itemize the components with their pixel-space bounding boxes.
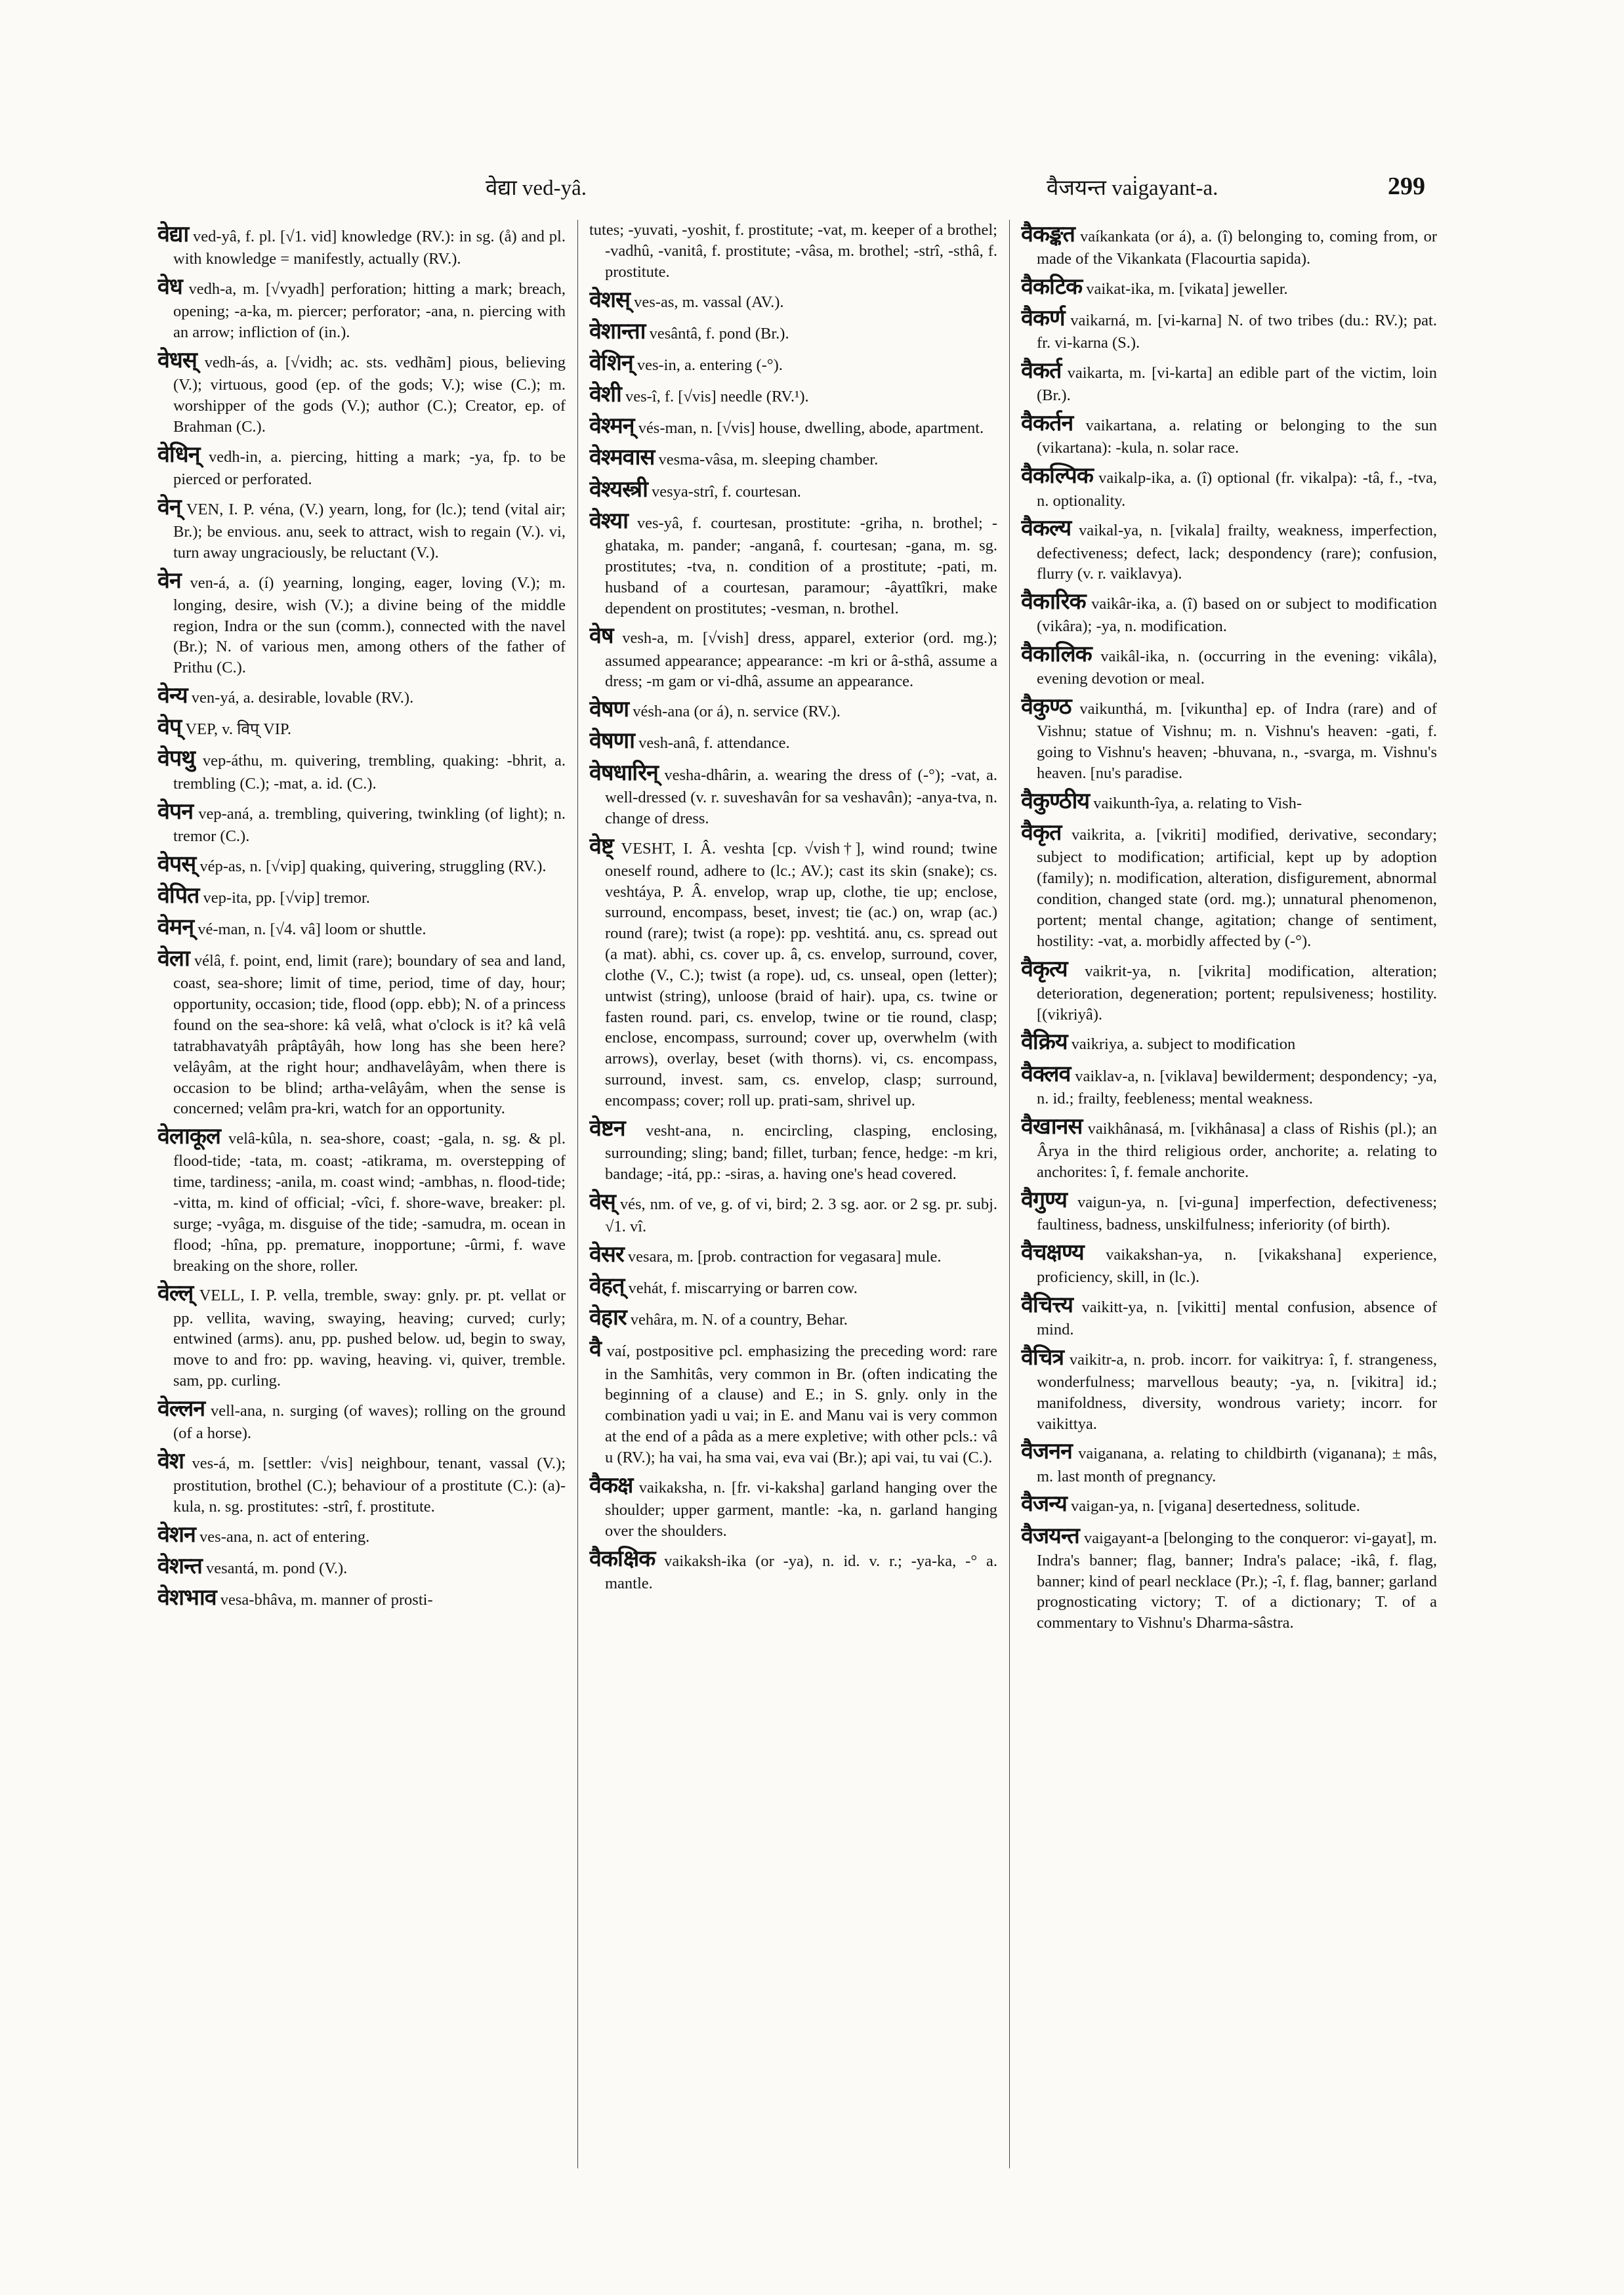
headword: वेन	[157, 567, 181, 594]
entry-definition: vaikarta, m. [vi-karta] an edible part of the victim, loin (Br.).	[1037, 364, 1437, 405]
headword: वेल्लन	[157, 1396, 205, 1422]
dictionary-entry	[157, 220, 566, 270]
dictionary-entry	[1021, 587, 1437, 637]
entry-definition: vaikal-ya, n. [vikala] frailty, weakness, imperfection, defectiveness; defect, lack; despondency (rare); confusion, flurry (v. r. vaiklavya).	[1037, 522, 1437, 583]
dictionary-entry	[589, 832, 997, 1111]
entry-definition: vesântâ, f. pond (Br.).	[645, 324, 789, 342]
entry-definition: VEN, I. P. véna, (V.) yearn, long, for (lc.); tend (vital air; Br.); be envious. anu, seek to attract, wish to regain (V.). vi, turn away ungraciously, be reluctant (V.).	[173, 500, 566, 562]
entry-definition: vaigayant-a [belonging to the conqueror: vi-gayat], m. Indra's banner; flag, banner; Indra's palace; -ikâ, f. flag, banner; kind of pearl necklace (Pr.); -î, f. flag, banner; garland prognosticating victory; T. of a dictionary; T. of a commentary to Vishnu's Dharma-sâstra.	[1037, 1529, 1437, 1632]
dictionary-entry	[157, 744, 566, 794]
headword: वैकल्य	[1021, 515, 1072, 542]
dictionary-entry	[1021, 1521, 1437, 1634]
dictionary-entry	[1021, 272, 1437, 301]
headword: वेष	[589, 623, 614, 650]
headword: वेमन्	[157, 913, 194, 940]
dictionary-entry	[1021, 1238, 1437, 1288]
dictionary-entry	[1021, 1291, 1437, 1340]
entry-definition: vaikarná, m. [vi-karna] N. of two tribes (du.: RV.); pat. fr. vi-karna (S.).	[1037, 312, 1437, 352]
headword: वैचित्र	[1021, 1344, 1064, 1371]
headword: वैकङ्कत	[1021, 221, 1075, 247]
headword: वेध	[157, 274, 182, 300]
dictionary-entry	[1021, 1489, 1437, 1518]
dictionary-entry	[1021, 461, 1437, 511]
headword: वैकक्ष	[589, 1472, 633, 1499]
entry-definition: vé-man, n. [√4. vâ] loom or shuttle.	[194, 920, 427, 938]
entry-definition: ves-î, f. [√vis] needle (RV.¹).	[621, 388, 809, 406]
headword: वेपथु	[157, 745, 195, 772]
dictionary-entry	[1021, 1343, 1437, 1435]
dictionary-entry	[589, 380, 997, 409]
dictionary-entry	[157, 1520, 566, 1549]
dictionary-entry	[589, 1303, 997, 1332]
entry-definition: vehâra, m. N. of a country, Behar.	[626, 1311, 848, 1329]
headword: वेप्	[157, 714, 182, 741]
headword: वेशान्ता	[589, 318, 646, 344]
entry-definition: tutes; -yuvati, -yoshit, f. prostitute; -vat, m. keeper of a brothel; -vadhû, -vanitâ, f. prostitute; -vâsa, m. brothel; -strî, -sthâ, f. prostitute.	[589, 221, 997, 281]
entry-definition: vaikâr-ika, a. (î) based on or subject to modification (vikâra); -ya, n. modification.	[1037, 595, 1437, 636]
headword: वैचित्त्य	[1021, 1291, 1073, 1318]
entry-definition: vaikat-ika, m. [vikata] jeweller.	[1082, 280, 1288, 299]
dictionary-entry	[589, 348, 997, 377]
entry-definition: vep-áthu, m. quivering, trembling, quaking: -bhrit, a. trembling (C.); -mat, a. id. (C.).	[173, 752, 566, 793]
running-head-left: वेद्या ved-yâ.	[486, 176, 587, 200]
dictionary-entry	[157, 1583, 566, 1612]
entry-definition: vaikalp-ika, a. (î) optional (fr. vikalpa): -tâ, f., -tva, n. optionality.	[1037, 469, 1437, 510]
entry-definition: vés, nm. of ve, g. of vi, bird; 2. 3 sg. aor. or 2 sg. pr. subj. √1. vî.	[605, 1195, 997, 1235]
dictionary-entry	[589, 695, 997, 724]
entry-definition: vaikunth-îya, a. relating to Vish-	[1089, 795, 1302, 812]
headword: वेपस्	[157, 850, 196, 877]
entry-definition: vaikaksh-ika (or -ya), n. id. v. r.; -ya-ka, -° a. mantle.	[605, 1552, 997, 1592]
headword: वेपित	[157, 882, 199, 909]
dictionary-entry	[1021, 818, 1437, 951]
dictionary-entry	[157, 493, 566, 564]
dictionary-entry	[1021, 409, 1437, 459]
dictionary-entry	[589, 220, 997, 283]
headword: वेश	[157, 1448, 184, 1475]
entry-definition: vaikartana, a. relating or belonging to the sun (vikartana): -kula, n. solar race.	[1037, 417, 1437, 457]
dictionary-entry	[589, 317, 997, 346]
headword: वैकल्पिक	[1021, 463, 1093, 489]
entry-definition: vaí, postpositive pcl. emphasizing the preceding word: rare in the Samhitâs, very common in Br. (often indicating the beginning of a clause) and E.; in S. gnly. only in the combination yadi u vai; in E. and Manu vai is very common at the end of a pâda as a mere expletive; with other pcls.: vâ u (RV.); ha vai, ha sma vai, eva vai (Br.); api vai, tu vai (C.).	[600, 1342, 997, 1466]
dictionary-entry	[589, 411, 997, 440]
entry-definition: vaikitt-ya, n. [vikitti] mental confusion, absence of mind.	[1037, 1298, 1437, 1338]
entry-definition: vedh-ás, a. [√vidh; ac. sts. vedhãm] pious, believing (V.); virtuous, good (ep. of the gods; V.); wise (C.); m. worshipper of the gods (V.); author (C.); Creator, ep. of Brahman (C.).	[173, 353, 566, 436]
dictionary-entry	[589, 1114, 997, 1185]
headword: वेन्	[157, 493, 181, 520]
entry-definition: vedh-in, a. piercing, hitting a mark; -ya, fp. to be pierced or perforated.	[173, 447, 566, 488]
entry-definition: vép-as, n. [√vip] quaking, quivering, struggling (RV.).	[196, 857, 547, 875]
entry-definition: vaikrit-ya, n. [vikrita] modification, alteration; deterioration, degeneration; portent; repulsiveness; hostility. [(vikriyâ).	[1037, 962, 1437, 1023]
headword: वै	[589, 1336, 601, 1363]
headword: वैकारिक	[1021, 589, 1086, 615]
entry-definition: vaikunthá, m. [vikuntha] ep. of Indra (rare) and of Vishnu; statue of Vishnu; m. n. Vishnu's heaven: -gati, f. going to Vishnu's heaven; -bhuvana, n., -svarga, m. Vishnu's heaven. [nu's paradise.	[1037, 700, 1437, 783]
dictionary-entry	[157, 1279, 566, 1392]
entry-definition: vélâ, f. point, end, limit (rare); boundary of sea and land, coast, sea-shore; limit of time, period, time of day, hour; opportunity, occasion; tide, flood (opp. ebb); N. of a princess found on the sea-shore: kâ velâ, what o'clock is it? kâ velâ tatrabhavatyâh prâptâyâh, how long has she been here? velâyâm, at the right hour; andhavelâyâm, when there is occasion to be blind; artha-velâyâm, when the sense is concerned; velâm pra-kri, watch for an opportunity.	[173, 952, 566, 1118]
dictionary-entry	[589, 1334, 997, 1468]
entry-definition: ved-yâ, f. pl. [√1. vid] knowledge (RV.): in sg. (å) and pl. with knowledge = manifestly, actually (RV.).	[173, 228, 566, 268]
entry-definition: ves-á, m. [settler: √vis] neighbour, tenant, vassal (V.); prostitution, brothel (C.); behaviour of a prostitute (C.): (a)-kula, n. sg. prostitutes: -strî, f. prostitute.	[173, 1455, 566, 1516]
headword: वैक्लव	[1021, 1060, 1071, 1087]
headword: वैकटिक	[1021, 274, 1083, 300]
dictionary-entry	[1021, 304, 1437, 354]
entry-definition: vaikitr-a, n. prob. incorr. for vaikitrya: î, f. strangeness, wonderfulness; marvellous beauty; -ya, n. [vikitra] id.; manifoldness, diversity, wondrous variety; incorr. for vaikittya.	[1037, 1350, 1437, 1433]
dictionary-entry	[589, 726, 997, 755]
headword: वेषण	[589, 696, 629, 723]
dictionary-entry	[589, 1471, 997, 1542]
headword: वेशन्त	[157, 1553, 202, 1580]
headword: वैखानस	[1021, 1113, 1083, 1140]
dictionary-entry	[157, 1394, 566, 1444]
headword: वैकृत	[1021, 819, 1062, 846]
dictionary-entry	[589, 1240, 997, 1269]
dictionary-entry	[1021, 514, 1437, 585]
entry-definition: vaikhânasá, m. [vikhânasa] a class of Rishis (pl.); an Ârya in the third religious order, anchorite; a. relating to anchorites: î, f. female anchorite.	[1037, 1119, 1437, 1181]
dictionary-entry	[589, 507, 997, 619]
entry-definition: VEP, v. विप् VIP.	[181, 720, 291, 739]
dictionary-entry	[1021, 1060, 1437, 1109]
headword: वेपन	[157, 798, 194, 825]
headword: वेशभाव	[157, 1584, 217, 1611]
entry-definition: vesya-strî, f. courtesan.	[647, 482, 801, 501]
entry-definition: velâ-kûla, n. sea-shore, coast; -gala, n. sg. & pl. flood-tide; -tata, m. coast; -atikrama, m. overstepping of time, tardiness; -anila, m. coast wind; -ambhas, n. flood-tide; -vitta, m. kind of official; -vîci, f. shore-wave, breaker: pl. surge; -vyâga, m. disguise of the tide; -samudra, m. ocean in flood; -hîna, pp. premature, inopportune; -ûrmi, f. wave breaking on the shore, roller.	[173, 1130, 566, 1275]
headword: वैगुण्य	[1021, 1186, 1067, 1213]
dictionary-entry	[589, 758, 997, 829]
entry-definition: vaíkankata (or á), a. (î) belonging to, coming from, or made of the Vikankata (Flacourtia sapida).	[1037, 228, 1437, 268]
entry-definition: vell-ana, n. surging (of waves); rolling on the ground (of a horse).	[173, 1402, 566, 1443]
dictionary-entry	[157, 1122, 566, 1276]
entry-definition: vesantá, m. pond (V.).	[201, 1560, 348, 1578]
headword: वैक्रिय	[1021, 1029, 1068, 1056]
dictionary-entry	[157, 681, 566, 710]
dictionary-entry	[1021, 356, 1437, 406]
entry-definition: vesh-anâ, f. attendance.	[634, 734, 790, 753]
headword: वेधिन्	[157, 441, 200, 468]
entry-definition: vesa-bhâva, m. manner of prosti-	[216, 1591, 433, 1609]
entry-definition: ven-yá, a. desirable, lovable (RV.).	[187, 689, 414, 707]
dictionary-entry	[1021, 787, 1437, 816]
dictionary-entry	[589, 1544, 997, 1594]
headword: वैजनन	[1021, 1438, 1072, 1465]
headword: वेहत्	[589, 1272, 625, 1299]
headword: वेस्	[589, 1188, 615, 1215]
dictionary-entry	[157, 440, 566, 490]
headword: वैकालिक	[1021, 641, 1092, 668]
dictionary-entry	[157, 272, 566, 343]
entry-definition: vaikaksha, n. [fr. vi-kaksha] garland hanging over the shoulder; upper garment, mantle: -ka, n. garland hanging over the shoulders.	[605, 1478, 997, 1540]
headword: वेशन	[157, 1521, 196, 1548]
headword: वैकुण्ठीय	[1021, 788, 1090, 814]
headword: वेलाकूल	[157, 1123, 220, 1150]
dictionary-entry	[157, 881, 566, 910]
column-rule-left	[577, 220, 578, 2168]
headword: वेहार	[589, 1304, 627, 1331]
dictionary-entry	[1021, 1027, 1437, 1056]
entry-definition: vesma-vâsa, m. sleeping chamber.	[654, 451, 879, 469]
entry-definition: VELL, I. P. vella, tremble, sway: gnly. pr. pt. vellat or pp. vellita, waving, swaying, heaving; curved; curly; entwined (arms). anu, pp. pushed below. ud, begin to sway, move to and fro: pp. waving, heaving. vi, quiver, tremble. sam, pp. curling.	[173, 1287, 566, 1390]
entry-definition: ven-á, a. (í) yearning, longing, eager, loving (V.); m. longing, desire, wish (V.); a divine being of the middle region, Indra or the sun (comm.), connected with the navel (Br.); N. of various men, among others of the father of Prithu (C.).	[173, 573, 566, 677]
dictionary-entry	[589, 285, 997, 314]
entry-definition: ves-yâ, f. courtesan, prostitute: -griha, n. brothel; -ghataka, m. pander; -anganâ, f. courtesan; -gana, m. sg. prostitutes; -tva, n. condition of a prostitute; -pati, m. husband of a courtesan, paramour; -âyattîkri, make dependent on prostitutes; -vesman, n. brothel.	[605, 514, 997, 617]
headword: वैकर्त	[1021, 358, 1062, 384]
entry-definition: vés-man, n. [√vis] house, dwelling, abode, apartment.	[634, 419, 984, 438]
running-head-right: वैजयन्त vai̇gayant-a.	[1047, 176, 1218, 200]
dictionary-entry	[157, 850, 566, 879]
headword: वैकुण्ठ	[1021, 693, 1072, 720]
dictionary-entry	[157, 1447, 566, 1518]
entry-definition: vesh-a, m. [√vish] dress, apparel, exterior (ord. mg.); assumed appearance; appearance: -m kri or â-sthâ, assume a dress; -m gam or vi-dhâ, assume an appearance.	[605, 629, 997, 691]
dictionary-entry	[1021, 955, 1437, 1025]
entry-definition: vesha-dhârin, a. wearing the dress of (-°); -vat, a. well-dressed (v. r. suveshavân for sa veshavân); -anya-tva, n. change of dress.	[605, 766, 997, 827]
headword: वेसर	[589, 1241, 624, 1268]
headword: वैकर्तन	[1021, 410, 1073, 437]
headword: वेशस्	[589, 286, 631, 313]
dictionary-entry	[157, 566, 566, 679]
entry-definition: vaiganana, a. relating to childbirth (viganana); ± mâs, m. last month of pregnancy.	[1037, 1445, 1437, 1485]
page-number: 299	[1388, 173, 1425, 200]
entry-definition: vaigan-ya, n. [vigana] desertedness, solitude.	[1066, 1497, 1360, 1516]
headword: वेषधारिन्	[589, 759, 658, 786]
entry-definition: vedh-a, m. [√vyadh] perforation; hitting a mark; breach, opening; -a-ka, m. piercer; perforator; -ana, n. piercing with an arrow; infliction of (in.).	[173, 280, 566, 342]
headword: वैकर्ण	[1021, 305, 1065, 332]
entry-definition: vep-aná, a. trembling, quivering, twinkling (of light); n. tremor (C.).	[173, 804, 566, 845]
entry-definition: ves-as, m. vassal (AV.).	[630, 293, 784, 311]
entry-definition: vaikrita, a. [vikriti] modified, derivative, secondary; subject to modification; artificial, kept up by adoption (family); n. modification, alteration, disfigurement, abnormal condition, changed state (ord. mg.); unnatural phenomenon, portent; mental change, agitation; change of sentiment, hostility: -vat, a. morbidly affected by (-°).	[1037, 826, 1437, 950]
dictionary-entry	[1021, 640, 1437, 690]
column-3	[1021, 220, 1437, 2188]
dictionary-entry	[1021, 692, 1437, 784]
headword: वेश्या	[589, 507, 628, 534]
dictionary-entry	[589, 443, 997, 472]
column-rule-right	[1009, 220, 1010, 2168]
headword: वेशी	[589, 381, 621, 408]
entry-definition: ves-in, a. entering (-°).	[633, 356, 783, 374]
dictionary-entry	[157, 1552, 566, 1581]
entry-definition: vésh-ana (or á), n. service (RV.).	[629, 703, 841, 721]
entry-definition: vep-ita, pp. [√vip] tremor.	[199, 888, 370, 907]
headword: वेल्ल्	[157, 1280, 194, 1307]
headword: वेष्ट्	[589, 833, 614, 859]
page-header	[157, 172, 1437, 203]
entry-definition: VESHT, I. Â. veshta [cp. √vish†], wind round; twine oneself round, adhere to (lc.; AV.); cast its skin (snake); cs. veshtáya, P. Â. envelop, wrap up, clothe, tie up; enclose, surround, encompass, beset, invest; tie (ac.) on, wrap (ac.) round (rare); twist (a rope): pp. veshtitá. anu, cs. spread out (a mat). abhi, cs. cover up. â, cs. envelop, surround, cover, clothe (V., C.); twist (a rope). ud, cs. unseal, open (letter); untwist (string), unloose (braid of hair). upa, cs. twine or fasten round. pari, cs. envelop, twine or tie round, clasp; enclose, encompass, surround; cover up, overwhelm (with arrows), overlay, beset (with thorns). vi, cs. encompass, surround, invest. sam, cs. envelop, clasp; surround, encompass; cover; roll up. prati-sam, shrivel up.	[605, 839, 997, 1109]
headword: वेश्मवास	[589, 444, 655, 471]
entry-definition: vaiklav-a, n. [viklava] bewilderment; despondency; -ya, n. id.; frailty, feebleness; mental weakness.	[1037, 1067, 1437, 1107]
entry-definition: ves-ana, n. act of entering.	[195, 1527, 370, 1546]
dictionary-entry	[157, 944, 566, 1119]
dictionary-entry	[157, 346, 566, 438]
dictionary-entry	[157, 713, 566, 741]
entry-definition: vesht-ana, n. encircling, clasping, enclosing, surrounding; sling; band; fillet, turban; fence, hedge: -m kri, bandage; -itá, pp.: -siras, a. having one's head covered.	[605, 1121, 997, 1183]
dictionary-entry	[589, 475, 997, 504]
dictionary-entry	[589, 1188, 997, 1237]
headword: वेश्मन्	[589, 413, 635, 440]
headword: वेला	[157, 945, 190, 972]
headword: वैजयन्त	[1021, 1522, 1079, 1549]
headword: वेश्यस्त्री	[589, 476, 648, 503]
entry-definition: vesara, m. [prob. contraction for vegasara] mule.	[623, 1247, 942, 1266]
headword: वेधस्	[157, 346, 197, 373]
headword: वैचक्षण्य	[1021, 1239, 1084, 1266]
dictionary-entry	[589, 1272, 997, 1300]
entry-definition: vaikriya, a. subject to modification	[1067, 1035, 1296, 1054]
headword: वैजन्य	[1021, 1491, 1067, 1518]
dictionary-entry	[1021, 220, 1437, 270]
entry-definition: vaigun-ya, n. [vi-guna] imperfection, defectiveness; faultiness, badness, unskilfulness; inferiority (of birth).	[1037, 1193, 1437, 1233]
headword: वैकृत्य	[1021, 955, 1068, 982]
headword: वेद्या	[157, 221, 189, 247]
dictionary-entry	[1021, 1437, 1437, 1487]
column-2	[589, 220, 997, 2188]
entry-definition: vaikakshan-ya, n. [vikakshana] experience, proficiency, skill, in (lc.).	[1037, 1245, 1437, 1286]
dictionary-entry	[589, 621, 997, 692]
headword: वेन्य	[157, 682, 188, 709]
headword: वैकक्षिक	[589, 1545, 656, 1572]
column-1	[157, 220, 566, 2188]
headword: वेष्टन	[589, 1115, 625, 1142]
entry-definition: vehát, f. miscarrying or barren cow.	[624, 1279, 858, 1297]
headword: वेषणा	[589, 728, 635, 755]
dictionary-entry	[1021, 1186, 1437, 1235]
dictionary-entry	[157, 797, 566, 847]
dictionary-entry	[1021, 1112, 1437, 1183]
dictionary-entry	[157, 913, 566, 941]
entry-definition: vaikâl-ika, n. (occurring in the evening: vikâla), evening devotion or meal.	[1037, 648, 1437, 688]
headword: वेशिन्	[589, 349, 633, 376]
